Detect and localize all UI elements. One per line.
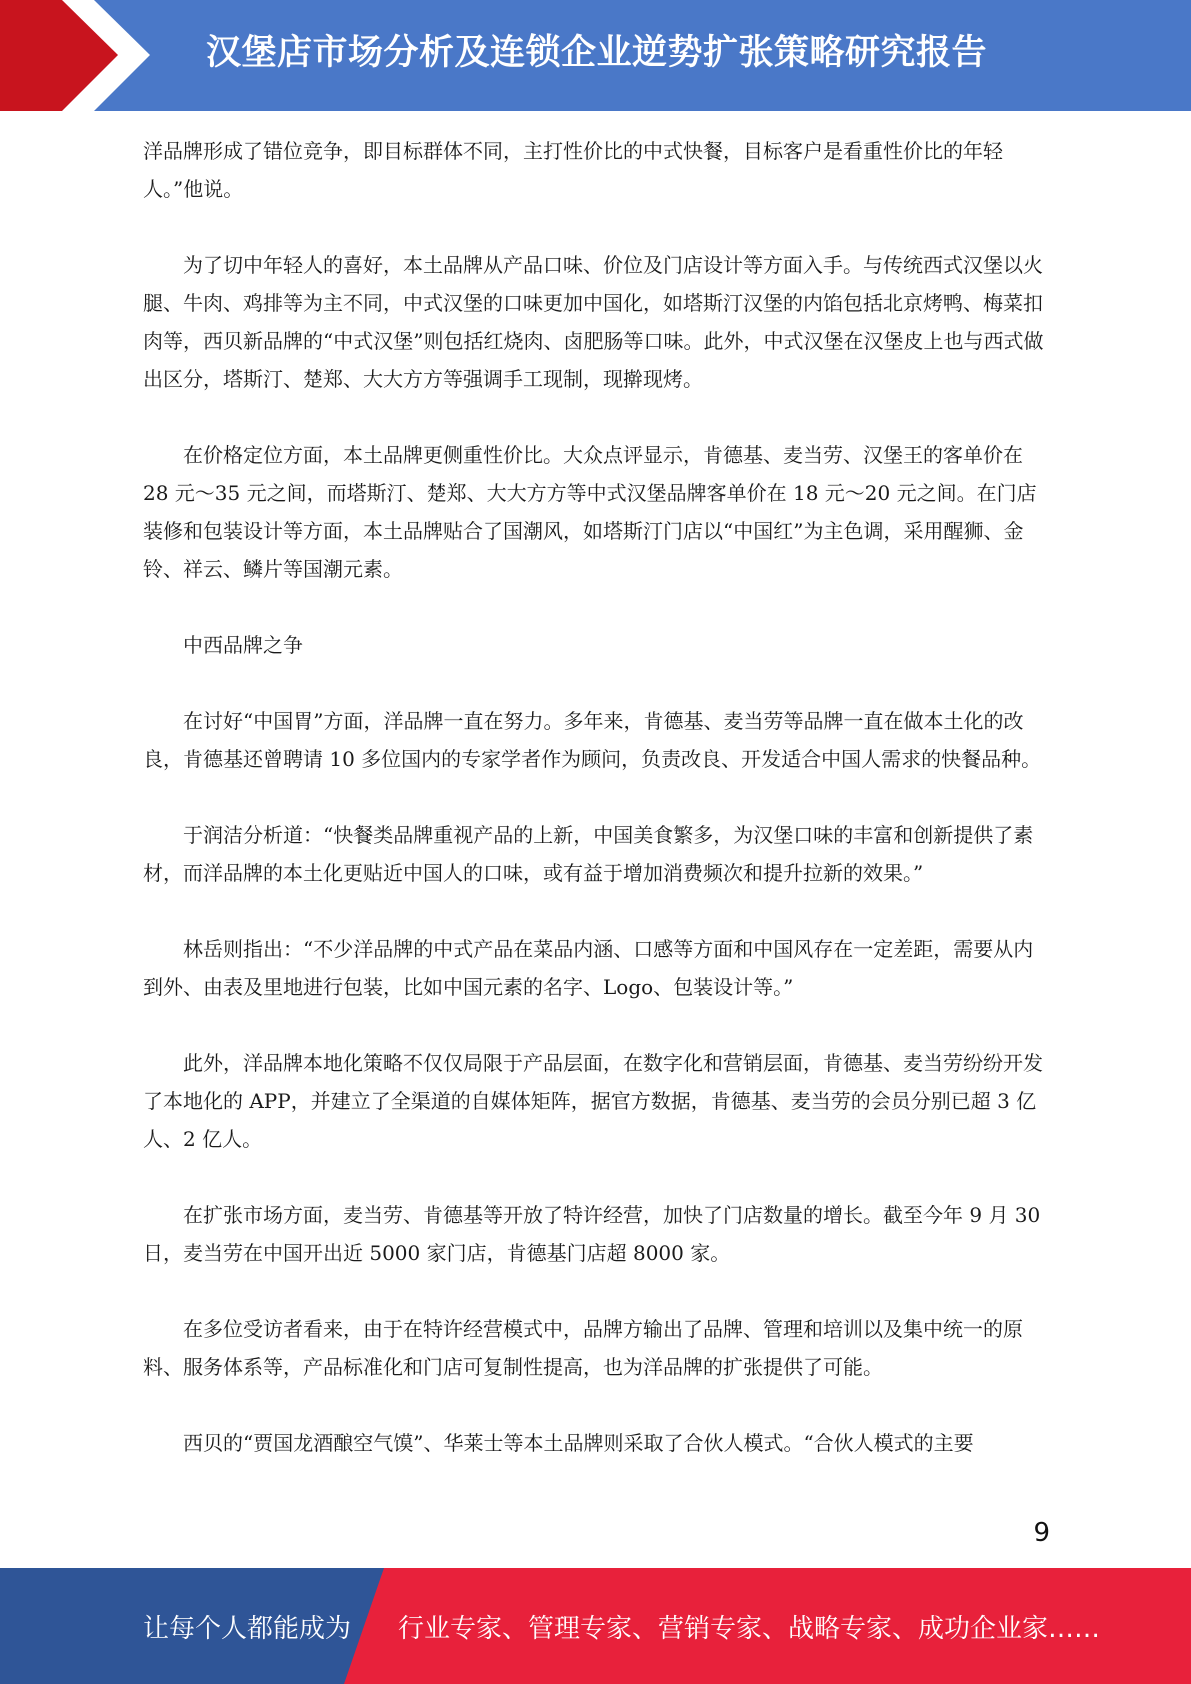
page-footer (0, 1568, 1191, 1684)
article-body (143, 132, 1046, 1500)
footer-slogan-right: 行业专家、管理专家、营销专家、战略专家、成功企业家…… (398, 1614, 1101, 1644)
footer-slogan-left: 让每个人都能成为 (143, 1614, 352, 1644)
paragraph: 林岳则指出：“不少洋品牌的中式产品在菜品内涵、口感等方面和中国风存在一定差距，需要从内到外、由表及里地进行包装，比如中国元素的名字、Logo、包装设计等。” (143, 937, 1034, 999)
page-number: 9 (1033, 1518, 1050, 1548)
section-heading: 中西品牌之争 (183, 633, 303, 657)
paragraph: 于润洁分析道：“快餐类品牌重视产品的上新，中国美食繁多，为汉堡口味的丰富和创新提供了素材，而洋品牌的本土化更贴近中国人的口味，或有益于增加消费频次和提升拉新的效果。” (143, 823, 1034, 885)
paragraph: 在价格定位方面，本土品牌更侧重性价比。大众点评显示，肯德基、麦当劳、汉堡王的客单价在 28 元～35 元之间，而塔斯汀、楚郑、大大方方等中式汉堡品牌客单价在 18 元～20 元之间。在门店装修和包装设计等方面，本土品牌贴合了国潮风，如塔斯汀门店以“中国红”为主色调，采用醒狮、金铃、祥云、鳞片等国潮元素。 (143, 443, 1037, 581)
paragraph: 洋品牌形成了错位竞争，即目标群体不同，主打性价比的中式快餐，目标客户是看重性价比的年轻人。”他说。 (143, 139, 1003, 201)
paragraph: 在多位受访者看来，由于在特许经营模式中，品牌方输出了品牌、管理和培训以及集中统一的原料、服务体系等，产品标准化和门店可复制性提高，也为洋品牌的扩张提供了可能。 (143, 1317, 1023, 1379)
paragraph: 此外，洋品牌本地化策略不仅仅局限于产品层面，在数字化和营销层面，肯德基、麦当劳纷纷开发了本地化的 APP，并建立了全渠道的自媒体矩阵，据官方数据，肯德基、麦当劳的会员分别已超 3 亿人、2 亿人。 (143, 1051, 1043, 1151)
paragraph: 在讨好“中国胃”方面，洋品牌一直在努力。多年来，肯德基、麦当劳等品牌一直在做本土化的改良，肯德基还曾聘请 10 多位国内的专家学者作为顾问，负责改良、开发适合中国人需求的快餐品种。 (143, 709, 1042, 771)
paragraph: 为了切中年轻人的喜好，本土品牌从产品口味、价位及门店设计等方面入手。与传统西式汉堡以火腿、牛肉、鸡排等为主不同，中式汉堡的口味更加中国化，如塔斯汀汉堡的内馅包括北京烤鸭、梅菜扣肉等，西贝新品牌的“中式汉堡”则包括红烧肉、卤肥肠等口味。此外，中式汉堡在汉堡皮上也与西式做出区分，塔斯汀、楚郑、大大方方等强调手工现制，现擀现烤。 (143, 253, 1044, 391)
page-header (0, 0, 1191, 111)
paragraph: 西贝的“贾国龙酒酿空气馍”、华莱士等本土品牌则采取了合伙人模式。“合伙人模式的主要 (183, 1431, 974, 1455)
report-title: 汉堡店市场分析及连锁企业逆势扩张策略研究报告 (206, 33, 988, 73)
paragraph: 在扩张市场方面，麦当劳、肯德基等开放了特许经营，加快了门店数量的增长。截至今年 9 月 30 日，麦当劳在中国开出近 5000 家门店，肯德基门店超 8000 家。 (143, 1203, 1041, 1265)
